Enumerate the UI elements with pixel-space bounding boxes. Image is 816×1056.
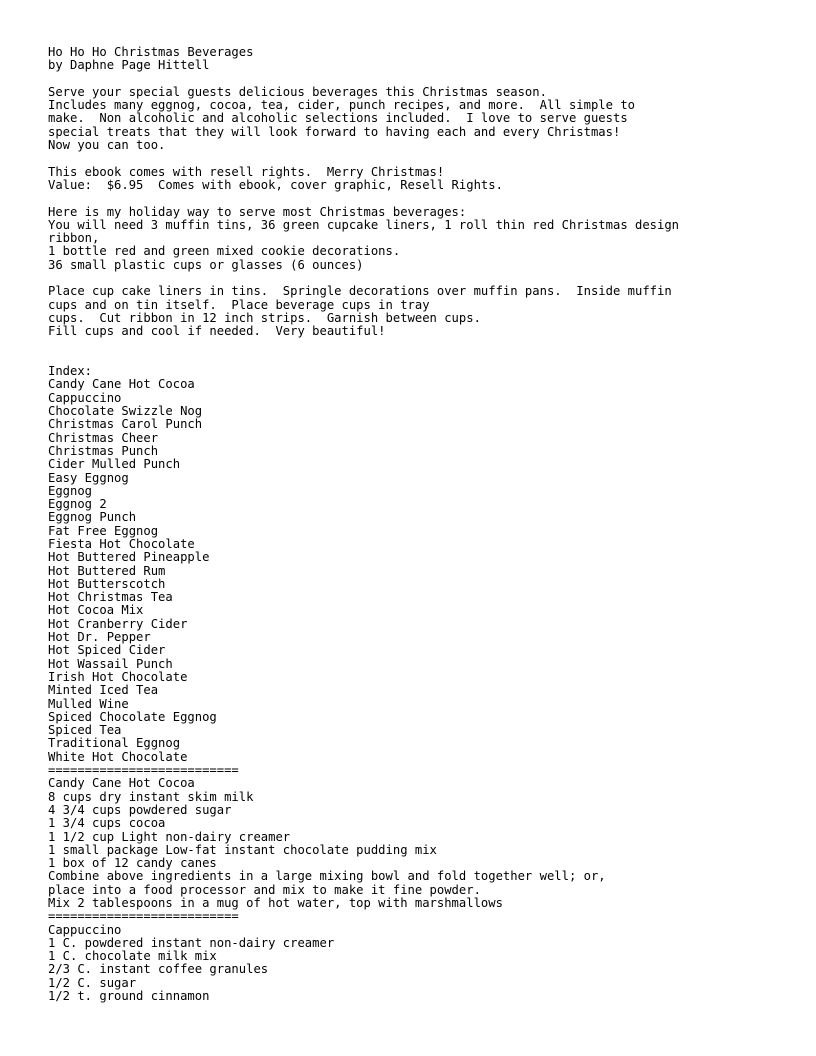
text-line: Chocolate Swizzle Nog xyxy=(48,404,203,419)
text-line: Serve your special guests delicious beverages this Christmas season. xyxy=(48,84,547,99)
text-line: cups and on tin itself. Place beverage cups in tray xyxy=(48,297,430,312)
text-line: Here is my holiday way to serve most Christmas beverages: xyxy=(48,204,467,219)
text-line: Now you can too. xyxy=(48,138,166,153)
text-line: Hot Butterscotch xyxy=(48,576,166,591)
text-line: Eggnog xyxy=(48,483,93,498)
text-line: 1/2 C. sugar xyxy=(48,975,137,990)
text-line: 1/2 t. ground cinnamon xyxy=(48,989,210,1004)
text-line xyxy=(48,73,788,86)
text-line: Fat Free Eggnog xyxy=(48,523,159,538)
text-line: White Hot Chocolate xyxy=(48,749,188,764)
text-line: Hot Wassail Punch xyxy=(48,656,173,671)
text-line: ========================== xyxy=(48,909,239,924)
text-line: Christmas Carol Punch xyxy=(48,417,203,432)
text-line: Mulled Wine xyxy=(48,696,129,711)
text-line: Place cup cake liners in tins. Springle decorations over muffin pans. Inside muffin xyxy=(48,284,672,299)
text-line: 1 small package Low-fat instant chocolate pudding mix xyxy=(48,842,437,857)
text-line: Mix 2 tablespoons in a mug of hot water, top with marshmallows xyxy=(48,896,503,910)
text-line: make. Non alcoholic and alcoholic selections included. I love to serve guests xyxy=(48,111,628,126)
text-line: Irish Hot Chocolate xyxy=(48,669,188,684)
text-line: 1 C. chocolate milk mix xyxy=(48,949,217,964)
text-line: by Daphne Page Hittell xyxy=(48,58,210,73)
text-line: ========================== xyxy=(48,763,239,778)
text-line: 4 3/4 cups powdered sugar xyxy=(48,802,232,817)
text-line: Easy Eggnog xyxy=(48,470,129,485)
text-line: Includes many eggnog, cocoa, tea, cider, punch recipes, and more. All simple to xyxy=(48,98,635,113)
text-line xyxy=(48,192,788,205)
text-line: Candy Cane Hot Cocoa xyxy=(48,776,195,791)
text-line: Hot Spiced Cider xyxy=(48,643,166,658)
text-line: place into a food processor and mix to make it fine powder. xyxy=(48,882,481,897)
text-line: Value: $6.95 Comes with ebook, cover graphic, Resell Rights. xyxy=(48,177,503,192)
text-line: Cappuccino xyxy=(48,922,122,937)
text-line: Spiced Chocolate Eggnog xyxy=(48,709,217,724)
text-line xyxy=(48,352,788,365)
text-line: 1 1/2 cup Light non-dairy creamer xyxy=(48,829,291,844)
text-line: Hot Cocoa Mix xyxy=(48,603,144,618)
text-line: 8 cups dry instant skim milk xyxy=(48,789,254,804)
text-line: Traditional Eggnog xyxy=(48,736,181,751)
text-line: Eggnog Punch xyxy=(48,510,137,525)
text-line: 36 small plastic cups or glasses (6 ounces) xyxy=(48,257,364,272)
text-line: Combine above ingredients in a large mixing bowl and fold together well; or, xyxy=(48,869,606,884)
text-line: cups. Cut ribbon in 12 inch strips. Garnish between cups. xyxy=(48,310,481,325)
text-line: Index: xyxy=(48,364,93,379)
text-line: 2/3 C. instant coffee granules xyxy=(48,962,269,977)
text-line: You will need 3 muffin tins, 36 green cupcake liners, 1 roll thin red Christmas design xyxy=(48,217,680,232)
text-line: Fill cups and cool if needed. Very beautiful! xyxy=(48,324,386,339)
text-line: Hot Cranberry Cider xyxy=(48,616,188,631)
text-line: 1 3/4 cups cocoa xyxy=(48,816,166,831)
document-body xyxy=(48,46,788,1003)
text-line: This ebook comes with resell rights. Merry Christmas! xyxy=(48,164,445,179)
text-line: Hot Christmas Tea xyxy=(48,590,173,605)
text-line: 1 bottle red and green mixed cookie decorations. xyxy=(48,244,401,259)
text-line: Ho Ho Ho Christmas Beverages xyxy=(48,45,254,59)
text-line: Hot Dr. Pepper xyxy=(48,630,151,645)
text-line: special treats that they will look forward to having each and every Christmas! xyxy=(48,124,621,139)
text-line: Fiesta Hot Chocolate xyxy=(48,536,195,551)
text-line xyxy=(48,152,788,165)
text-line: Christmas Cheer xyxy=(48,430,159,445)
text-line: Cider Mulled Punch xyxy=(48,457,181,472)
text-line: ribbon, xyxy=(48,231,100,246)
text-line: Hot Buttered Pineapple xyxy=(48,550,210,565)
text-line: Hot Buttered Rum xyxy=(48,563,166,578)
text-line: 1 box of 12 candy canes xyxy=(48,856,217,871)
text-line: Minted Iced Tea xyxy=(48,683,159,698)
text-line xyxy=(48,339,788,352)
text-line: Spiced Tea xyxy=(48,723,122,738)
text-line: Cappuccino xyxy=(48,390,122,405)
text-line: Christmas Punch xyxy=(48,443,159,458)
text-line: Eggnog 2 xyxy=(48,497,107,512)
text-line xyxy=(48,272,788,285)
text-line: 1 C. powdered instant non-dairy creamer xyxy=(48,935,335,950)
text-line: Candy Cane Hot Cocoa xyxy=(48,377,195,392)
